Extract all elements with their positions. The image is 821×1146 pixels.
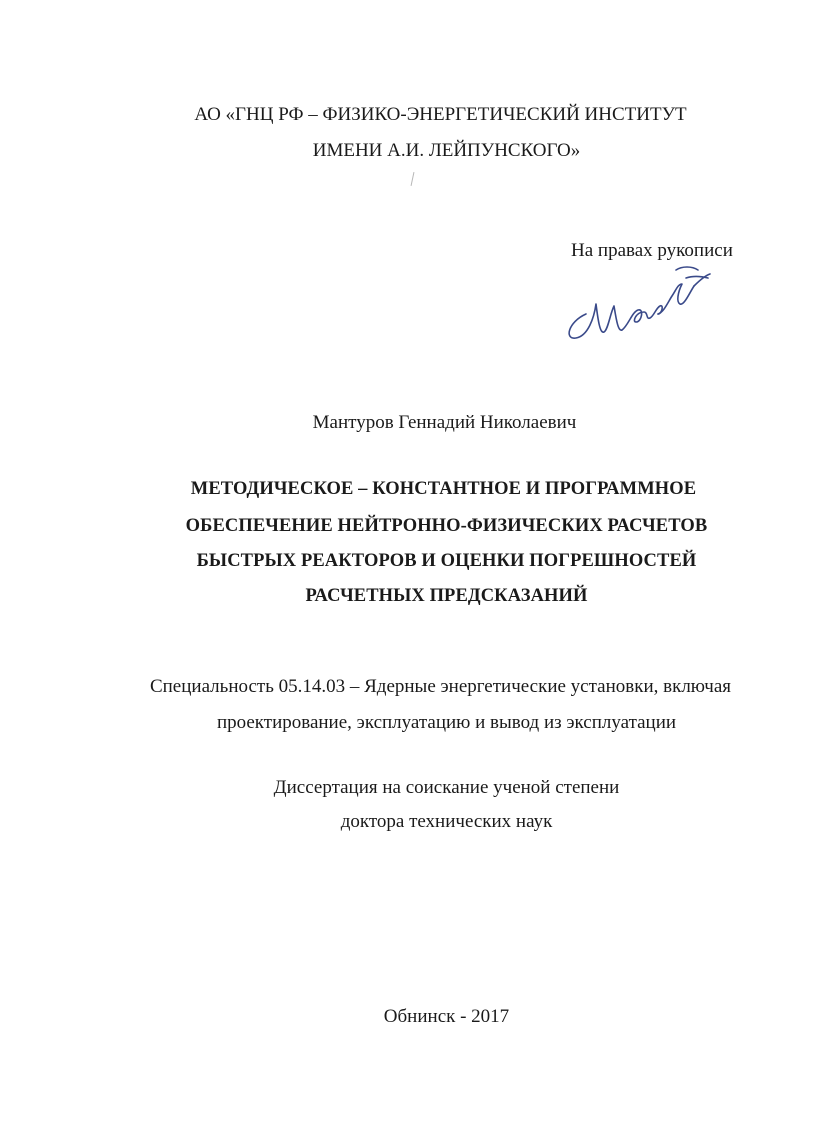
specialty-line-1: Специальность 05.14.03 – Ядерные энергетические установки, включая [149, 676, 732, 697]
manuscript-note: На правах рукописи [571, 240, 733, 261]
degree-line-1: Диссертация на соискание ученой степени [273, 777, 620, 798]
specialty-line-2: проектирование, эксплуатацию и вывод из эксплуатации [216, 712, 677, 733]
dissertation-title-line-1: МЕТОДИЧЕСКОЕ – КОНСТАНТНОЕ И ПРОГРАММНОЕ [190, 479, 697, 499]
degree-line-2: доктора технических наук [340, 811, 553, 832]
dissertation-title-line-2: ОБЕСПЕЧЕНИЕ НЕЙТРОННО-ФИЗИЧЕСКИХ РАСЧЕТОВ [185, 516, 708, 536]
dissertation-title-line-4: РАСЧЕТНЫХ ПРЕДСКАЗАНИЙ [305, 586, 588, 606]
author-name: Мантуров Геннадий Николаевич [312, 412, 577, 433]
scan-speck [411, 172, 415, 186]
organization-line-2: ИМЕНИ А.И. ЛЕЙПУНСКОГО» [312, 140, 581, 161]
place-and-year: Обнинск - 2017 [383, 1006, 510, 1027]
dissertation-title-line-3: БЫСТРЫХ РЕАКТОРОВ И ОЦЕНКИ ПОГРЕШНОСТЕЙ [196, 551, 697, 571]
organization-line-1: АО «ГНЦ РФ – ФИЗИКО-ЭНЕРГЕТИЧЕСКИЙ ИНСТИТУТ [194, 104, 687, 125]
handwritten-signature-icon [558, 262, 718, 352]
